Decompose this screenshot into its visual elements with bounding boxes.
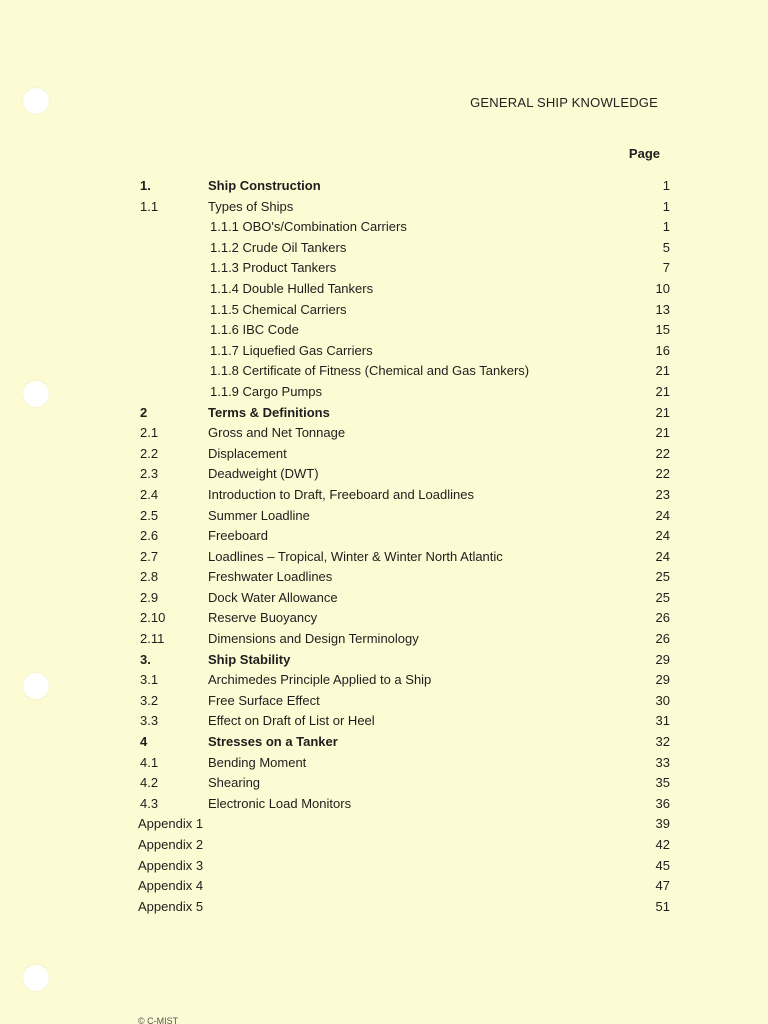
toc-entry-title: Gross and Net Tonnage — [208, 425, 346, 441]
toc-entry — [138, 691, 670, 712]
toc-entry — [138, 773, 670, 794]
toc-entry-page: 5 — [662, 239, 670, 255]
toc-entry — [138, 361, 670, 382]
punch-hole-upper-middle — [23, 381, 49, 407]
toc-entry — [138, 835, 670, 856]
toc-entry-title: Deadweight (DWT) — [208, 466, 319, 482]
toc-entry-title: 1.1.1 OBO's/Combination Carriers — [210, 219, 407, 235]
toc-entry-title: 1.1.2 Crude Oil Tankers — [210, 239, 347, 255]
toc-entry — [138, 464, 670, 485]
toc-entry — [138, 876, 670, 897]
toc-entry-title: Introduction to Draft, Freeboard and Loadlines — [208, 486, 474, 502]
toc-entry — [138, 670, 670, 691]
toc-entry-page: 21 — [655, 363, 670, 379]
toc-entry — [138, 753, 670, 774]
toc-entry-page: 24 — [655, 548, 670, 564]
toc-entry-number: 2 — [140, 404, 148, 420]
toc-entry-number: 3.3 — [140, 713, 159, 729]
toc-entry — [138, 423, 670, 444]
toc-entry-title: Freeboard — [208, 528, 268, 544]
toc-entry-title: Summer Loadline — [208, 507, 310, 523]
toc-entry — [138, 856, 670, 877]
toc-entry-title: Free Surface Effect — [208, 692, 320, 708]
punch-hole-lower-middle — [23, 673, 49, 699]
toc-entry-number: 4 — [140, 734, 148, 750]
toc-entry — [138, 506, 670, 527]
toc-entry-page: 13 — [655, 301, 670, 317]
toc-entry-title: Displacement — [208, 445, 287, 461]
toc-entry-title: 1.1.3 Product Tankers — [210, 260, 337, 276]
toc-entry-page: 1 — [662, 219, 670, 235]
toc-entry — [138, 258, 670, 279]
toc-entry-page: 25 — [655, 589, 670, 605]
toc-entry-page: 32 — [655, 734, 670, 750]
toc-entry — [138, 485, 670, 506]
toc-entry-title: Stresses on a Tanker — [208, 734, 338, 750]
toc-entry-title: Ship Stability — [208, 651, 291, 667]
toc-entry-title: Dimensions and Design Terminology — [208, 631, 419, 647]
toc-entry-number: 2.7 — [140, 548, 159, 564]
punch-hole-top — [23, 88, 49, 114]
toc-entry-number: 1. — [140, 178, 151, 193]
document-title: GENERAL SHIP KNOWLEDGE — [470, 95, 658, 110]
toc-entry-page: 24 — [655, 507, 670, 523]
toc-entry-page: 51 — [655, 898, 670, 914]
toc-entry-page: 15 — [655, 322, 670, 338]
toc-entry-page: 33 — [655, 754, 670, 770]
toc-entry-title: Electronic Load Monitors — [208, 795, 352, 811]
toc-entry-page: 24 — [655, 528, 670, 544]
toc-entry-number: Appendix 1 — [138, 816, 204, 832]
toc-entry-page: 23 — [655, 486, 670, 502]
toc-entry — [138, 238, 670, 259]
toc-entry-page: 36 — [655, 795, 670, 811]
toc-entry-number: 3.2 — [140, 692, 159, 708]
toc-entry-number: 4.1 — [140, 754, 159, 770]
footer-copyright: © C-MIST — [138, 1016, 179, 1024]
toc-entry — [138, 897, 670, 918]
toc-entry-page: 1 — [662, 198, 670, 214]
toc-entry-page: 25 — [655, 569, 670, 585]
toc-entry-page: 22 — [655, 466, 670, 482]
toc-entry-page: 29 — [655, 651, 670, 667]
toc-entry-number: 1.1 — [140, 198, 159, 214]
toc-entry-page: 1 — [662, 178, 670, 193]
toc-entry-title: Effect on Draft of List or Heel — [208, 713, 375, 729]
toc-entry-number: Appendix 2 — [138, 837, 204, 852]
toc-entry-page: 29 — [655, 672, 670, 688]
toc-entry — [138, 588, 670, 609]
toc-entry — [138, 547, 670, 568]
toc-entry-title: Reserve Buoyancy — [208, 610, 318, 626]
toc-entry-page: 47 — [655, 878, 670, 894]
toc-entry — [138, 382, 670, 403]
toc-entry-page: 42 — [655, 837, 670, 852]
toc-entry — [138, 732, 670, 753]
toc-entry-number: Appendix 3 — [138, 857, 204, 873]
toc-entry-title: 1.1.7 Liquefied Gas Carriers — [210, 342, 373, 358]
toc-entry-title: 1.1.9 Cargo Pumps — [210, 383, 323, 399]
table-of-contents — [138, 176, 670, 917]
toc-entry — [138, 279, 670, 300]
toc-entry-number: 3. — [140, 651, 151, 667]
page-column-label: Page — [628, 146, 660, 161]
toc-entry — [138, 567, 670, 588]
toc-entry — [138, 629, 670, 650]
toc-entry-page: 21 — [655, 404, 670, 420]
toc-entry — [138, 608, 670, 629]
toc-entry-page: 21 — [655, 425, 670, 441]
toc-entry-title: Shearing — [208, 775, 261, 791]
toc-entry-number: 2.1 — [140, 425, 159, 441]
toc-entry — [138, 320, 670, 341]
toc-entry — [138, 403, 670, 424]
toc-entry — [138, 176, 670, 197]
toc-entry-number: Appendix 5 — [138, 898, 204, 914]
toc-entry-page: 16 — [655, 342, 670, 358]
toc-entry-title: 1.1.6 IBC Code — [210, 322, 299, 338]
toc-entry-number: 4.2 — [140, 775, 159, 791]
toc-entry-number: 2.6 — [140, 528, 159, 544]
toc-entry — [138, 814, 670, 835]
toc-entry-page: 21 — [655, 383, 670, 399]
toc-entry — [138, 794, 670, 815]
toc-entry-page: 45 — [655, 857, 670, 873]
toc-entry-number: Appendix 4 — [138, 878, 204, 894]
toc-entry — [138, 526, 670, 547]
toc-entry-page: 35 — [655, 775, 670, 791]
toc-entry-page: 39 — [655, 816, 670, 832]
toc-entry-title: Bending Moment — [208, 754, 307, 770]
toc-entry-page: 7 — [662, 260, 670, 276]
toc-entry-page: 30 — [655, 692, 670, 708]
toc-entry-page: 26 — [655, 631, 670, 647]
toc-entry-title: 1.1.4 Double Hulled Tankers — [210, 280, 374, 296]
punch-hole-bottom — [23, 965, 49, 991]
toc-entry-number: 2.8 — [140, 569, 159, 585]
toc-entry-number: 2.4 — [140, 486, 159, 502]
toc-entry-title: Ship Construction — [208, 178, 321, 193]
toc-entry-title: 1.1.8 Certificate of Fitness (Chemical and Gas Tankers) — [210, 363, 530, 379]
toc-entry-number: 2.3 — [140, 466, 159, 482]
toc-entry-number: 4.3 — [140, 795, 159, 811]
toc-entry-number: 2.5 — [140, 507, 159, 523]
toc-entry-number: 3.1 — [140, 672, 159, 688]
toc-entry-title: 1.1.5 Chemical Carriers — [210, 301, 347, 317]
toc-entry — [138, 300, 670, 321]
toc-entry-title: Terms & Definitions — [208, 404, 330, 420]
toc-entry-number: 2.2 — [140, 445, 159, 461]
toc-entry-number: 2.10 — [140, 610, 166, 626]
toc-entry — [138, 444, 670, 465]
toc-entry — [138, 341, 670, 362]
toc-entry-page: 26 — [655, 610, 670, 626]
toc-entry-page: 31 — [655, 713, 670, 729]
toc-entry-number: 2.9 — [140, 589, 159, 605]
toc-entry-title: Freshwater Loadlines — [208, 569, 333, 585]
toc-entry — [138, 650, 670, 671]
toc-entry-title: Loadlines – Tropical, Winter & Winter North Atlantic — [208, 548, 503, 564]
toc-entry — [138, 711, 670, 732]
toc-entry-number: 2.11 — [140, 631, 165, 647]
toc-entry-page: 22 — [655, 445, 670, 461]
toc-entry-title: Types of Ships — [208, 198, 294, 214]
toc-entry — [138, 217, 670, 238]
toc-entry — [138, 197, 670, 218]
toc-entry-page: 10 — [655, 280, 670, 296]
toc-entry-title: Archimedes Principle Applied to a Ship — [208, 672, 432, 688]
toc-entry-title: Dock Water Allowance — [208, 589, 338, 605]
